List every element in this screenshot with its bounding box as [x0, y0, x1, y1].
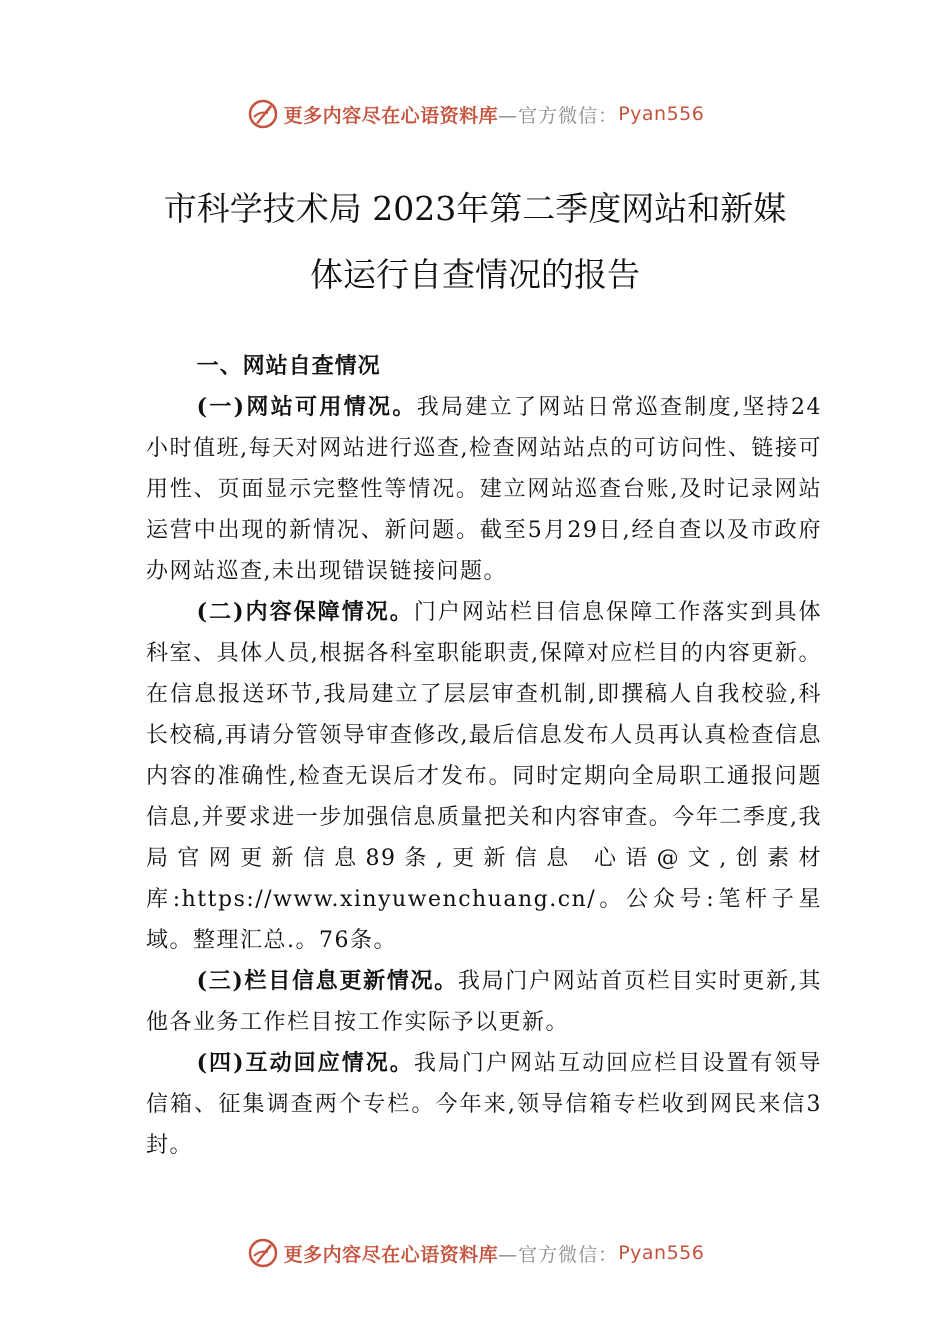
paragraph-1: [146, 387, 822, 592]
paragraph-1-lead: (一)网站可用情况。: [196, 394, 417, 420]
title-line-1: 市科学技术局 2023年第二季度网站和新媒: [163, 189, 787, 228]
paragraph-3-body: 我局门户网站首页栏目实时更新,其他各业务工作栏目按工作实际予以更新。: [146, 969, 822, 1035]
document-title: [0, 176, 950, 308]
document-body: [146, 346, 822, 1166]
header-watermark-banner: [0, 94, 950, 134]
title-line-2: 体运行自查情况的报告: [310, 255, 640, 294]
paragraph-2: [146, 592, 822, 961]
paragraph-4-lead: (四)互动回应情况。: [196, 1050, 414, 1076]
paragraph-3-lead: (三)栏目信息更新情况。: [196, 968, 458, 994]
footer-wechat-id: Pyan556: [618, 1242, 705, 1264]
paragraph-2-lead: (二)内容保障情况。: [196, 599, 414, 625]
quill-pen-logo-icon: [246, 97, 280, 131]
paragraph-4-body: 我局门户网站互动回应栏目设置有领导信箱、征集调查两个专栏。今年来,领导信箱专栏收到网民来信3封。: [146, 1051, 822, 1158]
section-heading-1: 一、网站自查情况: [196, 354, 381, 379]
paragraph-2-body: 门户网站栏目信息保障工作落实到具体科室、具体人员,根据各科室职能职责,保障对应栏目的内容更新。在信息报送环节,我局建立了层层审查机制,即撰稿人自我校验,科长校稿,再请分管领导审查修改,最后信息发布人员再认真检查信息内容的准确性,检查无误后才发布。同时定期向全局职工通报问题信息,并要求进一步加强信息质量把关和内容审查。今年二季度,我局官网更新信息89条,更新信息 心语@文,创素材库:https://www.xinyuwenchuang.cn/。公众号:笔杆子星域。整理汇总.。76条。: [146, 600, 822, 953]
footer-watermark-banner: [0, 1233, 950, 1273]
quill-pen-logo-icon: [246, 1236, 280, 1270]
paragraph-3: [146, 961, 822, 1043]
paragraph-1-body: 我局建立了网站日常巡查制度,坚持24小时值班,每天对网站进行巡查,检查网站站点的可访问性、链接可用性、页面显示完整性等情况。建立网站巡查台账,及时记录网站运营中出现的新情况、新问题。截至5月29日,经自查以及市政府办网站巡查,未出现错误链接问题。: [146, 395, 822, 584]
footer-official-text: —官方微信：: [498, 1243, 619, 1266]
banner-official-text: —官方微信：: [498, 104, 619, 127]
footer-brand-text: 更多内容尽在心语资料库: [283, 1243, 499, 1266]
paragraph-4: [146, 1043, 822, 1166]
banner-brand-text: 更多内容尽在心语资料库: [283, 104, 499, 127]
banner-wechat-id: Pyan556: [618, 103, 705, 125]
